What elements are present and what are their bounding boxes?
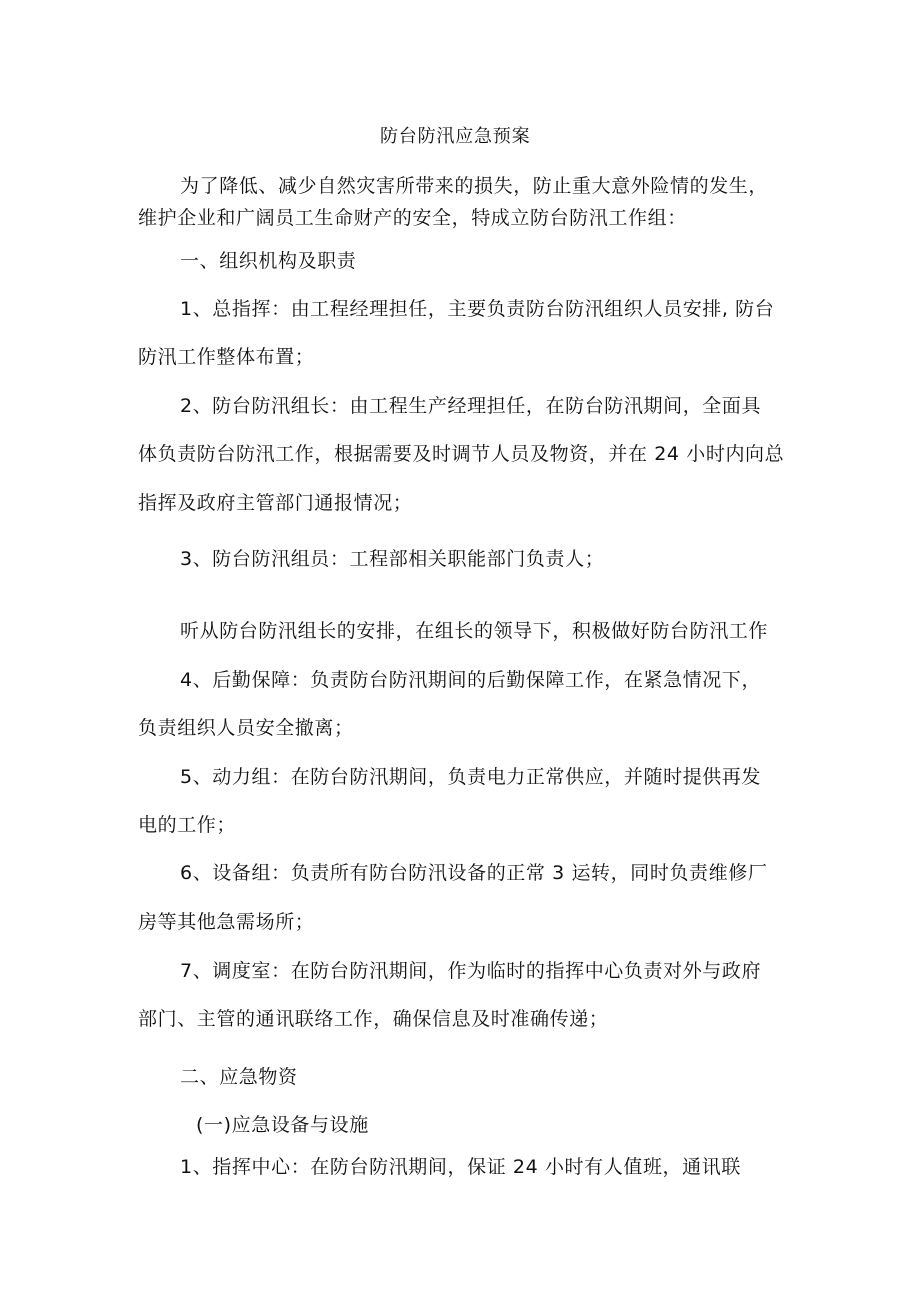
paragraph-line-intro-1: 为了降低、减少自然灾害所带来的损失，防止重大意外险情的发生， (180, 175, 769, 197)
item-7-line-2: 部门、主管的通讯联络工作，确保信息及时准确传递； (138, 1008, 609, 1030)
item-3-note: 听从防台防汛组长的安排，在组长的领导下，积极做好防台防汛工作 (180, 620, 769, 642)
section-heading-emergency-supplies: 二、应急物资 (180, 1066, 298, 1088)
document-title: 防台防汛应急预案 (380, 126, 531, 147)
item-3-line-1: 3、防台防汛组员：工程部相关职能部门负责人； (180, 548, 605, 570)
item-2-line-2: 体负责防台防汛工作，根据需要及时调节人员及物资，并在 24 小时内向总 (138, 443, 785, 465)
item-6-line-2: 房等其他急需场所； (138, 911, 315, 933)
item-4-line-2: 负责组织人员安全撤离； (138, 717, 354, 739)
item-1-line-1: 1、总指挥：由工程经理担任，主要负责防台防汛组织人员安排, 防台 (180, 298, 775, 320)
item-1-line-2: 防汛工作整体布置； (138, 346, 315, 368)
subsection-heading-equipment: (一)应急设备与设施 (196, 1114, 369, 1136)
item-6-line-1: 6、设备组：负责所有防台防汛设备的正常 3 运转，同时负责维修厂 (180, 862, 768, 884)
item-4-line-1: 4、后勤保障：负责防台防汛期间的后勤保障工作，在紧急情况下， (180, 669, 762, 691)
item-5-line-1: 5、动力组：在防台防汛期间，负责电力正常供应，并随时提供再发 (180, 766, 762, 788)
item-7-line-1: 7、调度室：在防台防汛期间，作为临时的指挥中心负责对外与政府 (180, 960, 762, 982)
section-heading-organization: 一、组织机构及职责 (180, 250, 357, 272)
paragraph-line-intro-2: 维护企业和广阔员工生命财产的安全，特成立防台防汛工作组： (138, 207, 687, 229)
command-center-line-1: 1、指挥中心：在防台防汛期间，保证 24 小时有人值班，通讯联 (180, 1156, 741, 1178)
item-2-line-3: 指挥及政府主管部门通报情况； (138, 492, 413, 514)
item-2-line-1: 2、防台防汛组长：由工程生产经理担任，在防台防汛期间，全面具 (180, 395, 762, 417)
item-5-line-2: 电的工作； (138, 814, 237, 836)
